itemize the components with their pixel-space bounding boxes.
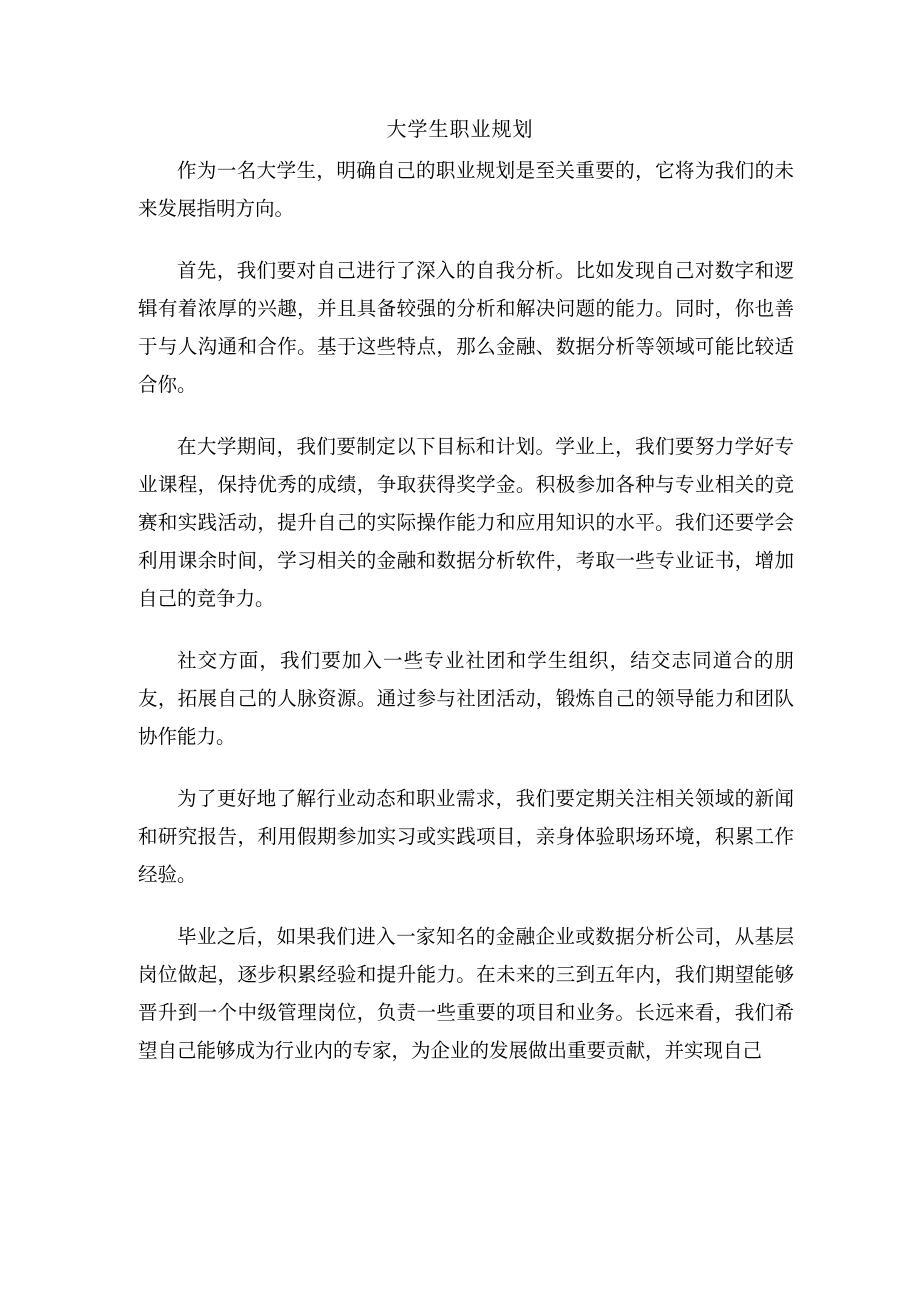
paragraph-5: 为了更好地了解行业动态和职业需求，我们要定期关注相关领域的新闻和研究报告，利用假期参加实习或实践项目，亲身体验职场环境，积累工作经验。 — [138, 787, 794, 886]
document-body — [138, 152, 794, 1094]
paragraph-2: 首先，我们要对自己进行了深入的自我分析。比如发现自己对数字和逻辑有着浓厚的兴趣，并且具备较强的分析和解决问题的能力。同时，你也善于与人沟通和合作。基于这些特点，那么金融、数据分析等领域可能比较适合你。 — [138, 259, 794, 396]
paragraph-6: 毕业之后，如果我们进入一家知名的金融企业或数据分析公司，从基层岗位做起，逐步积累经验和提升能力。在未来的三到五年内，我们期望能够晋升到一个中级管理岗位，负责一些重要的项目和业务。长远来看，我们希望自己能够成为行业内的专家，为企业的发展做出重要贡献，并实现自己 — [138, 925, 794, 1062]
paragraph-4: 社交方面，我们要加入一些专业社团和学生组织，结交志同道合的朋友，拓展自己的人脉资源。通过参与社团活动，锻炼自己的领导能力和团队协作能力。 — [138, 649, 794, 748]
paragraph-3: 在大学期间，我们要制定以下目标和计划。学业上，我们要努力学好专业课程，保持优秀的成绩，争取获得奖学金。积极参加各种与专业相关的竞赛和实践活动，提升自己的实际操作能力和应用知识的水平。我们还要学会利用课余时间，学习相关的金融和数据分析软件，考取一些专业证书，增加自己的竞争力。 — [138, 435, 794, 610]
paragraph-1: 作为一名大学生，明确自己的职业规划是至关重要的，它将为我们的未来发展指明方向。 — [138, 159, 794, 220]
document-title: 大学生职业规划 — [386, 117, 534, 141]
